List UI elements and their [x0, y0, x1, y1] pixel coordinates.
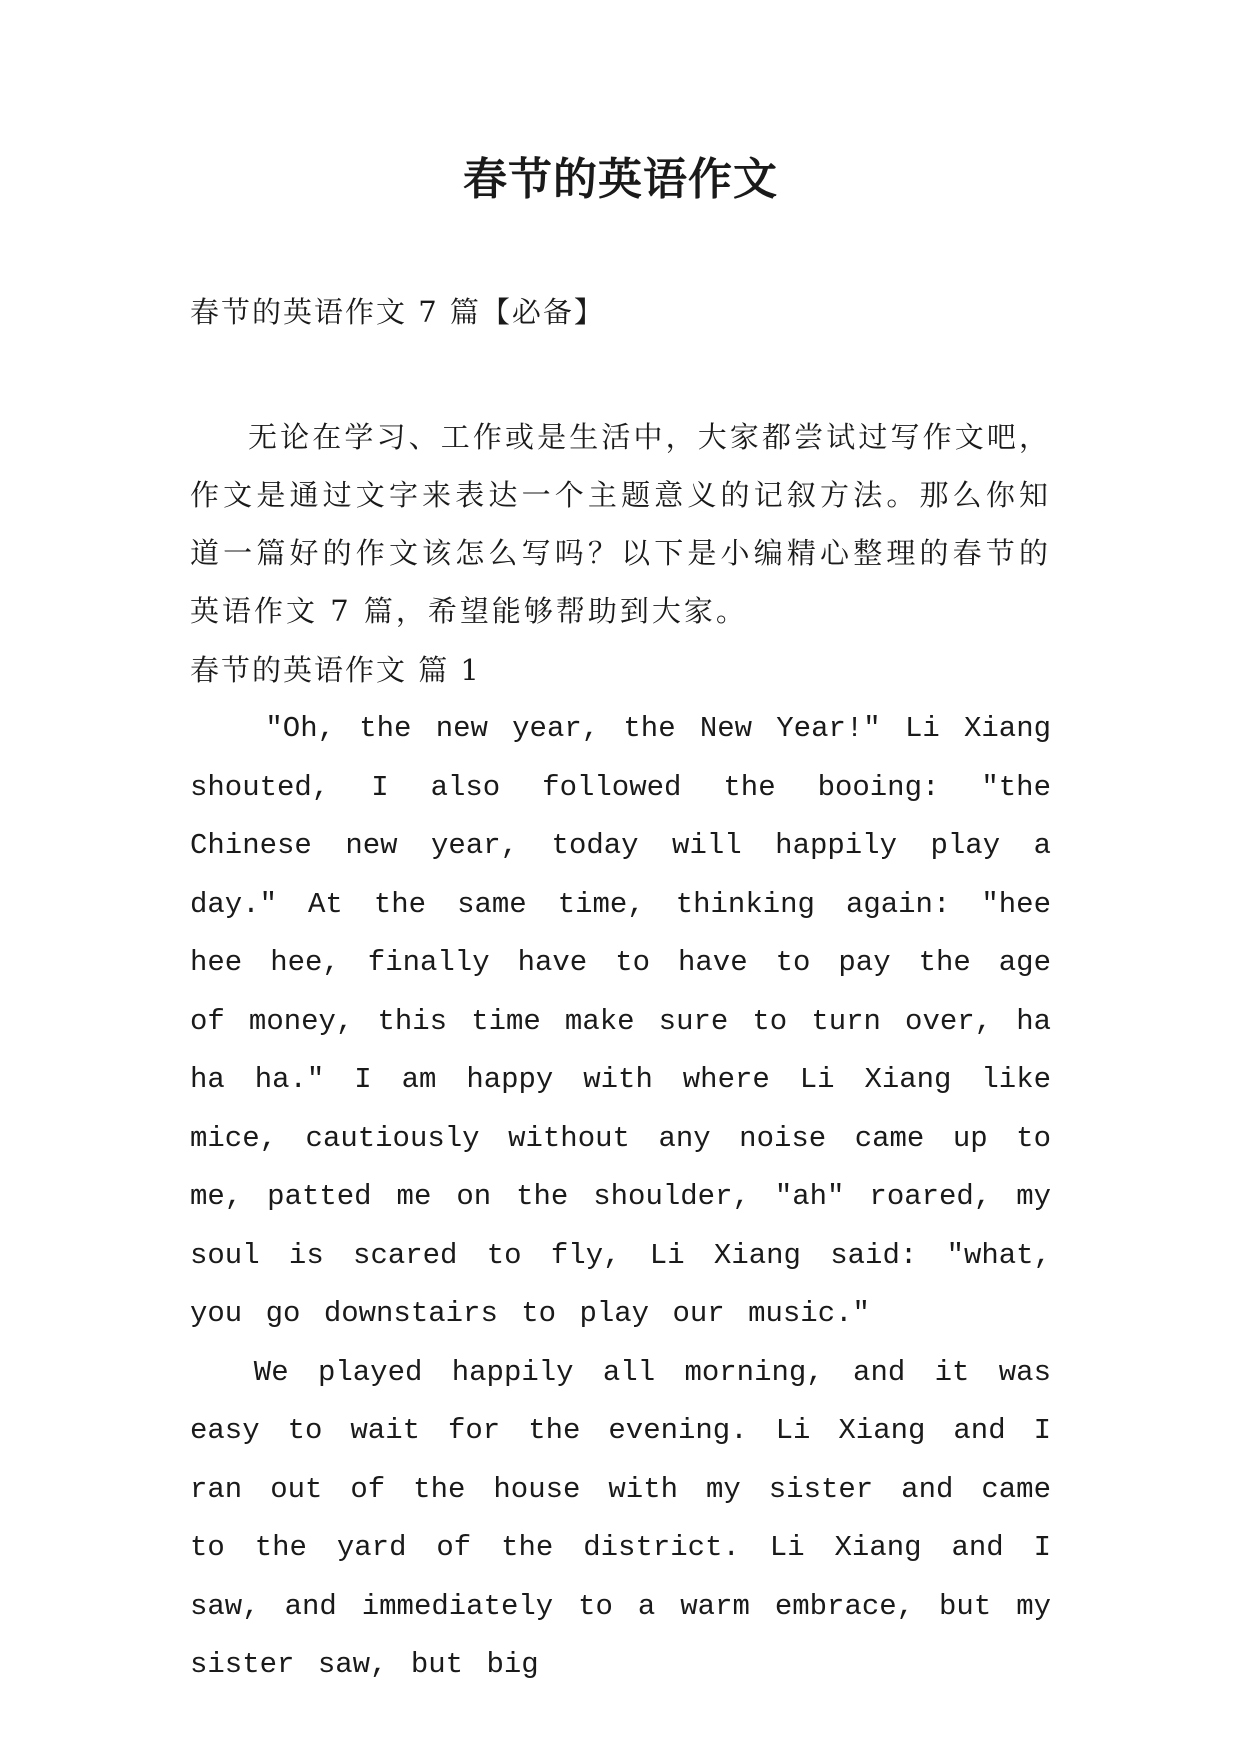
document-title: 春节的英语作文: [463, 154, 778, 205]
intro-paragraph: 无论在学习、工作或是生活中，大家都尝试过写作文吧，作文是通过文字来表达一个主题意义的记叙方法。那么你知道一篇好的作文该怎么写吗？以下是小编精心整理的春节的英语作文 7 篇，希望能够帮助到大家。: [190, 420, 1051, 628]
body-paragraph-1: "Oh, the new year, the New Year!" Li Xiang shouted, I also followed the booing: "the Chinese new year, today will happily play a day." At the same time, thinking again: "hee hee hee, finally have to have to pay the age of money, this time make sure to turn over, ha ha ha." I am happy with where Li Xiang like mice, cautiously without any noise came up to me, patted me on the shoulder, "ah" roared, my soul is scared to fly, Li Xiang said: "what, you go downstairs to play our music.": [190, 712, 1051, 1330]
section-heading: 春节的英语作文 篇 1: [190, 653, 481, 687]
document-subtitle: 春节的英语作文 7 篇【必备】: [190, 295, 605, 329]
body-paragraph-2: We played happily all morning, and it was easy to wait for the evening. Li Xiang and I ran out of the house with my sister and came to the yard of the district. Li Xiang and I saw, and immediately to a warm embrace, but my sister saw, but big: [190, 1355, 1051, 1681]
document-body: [190, 408, 1051, 1695]
